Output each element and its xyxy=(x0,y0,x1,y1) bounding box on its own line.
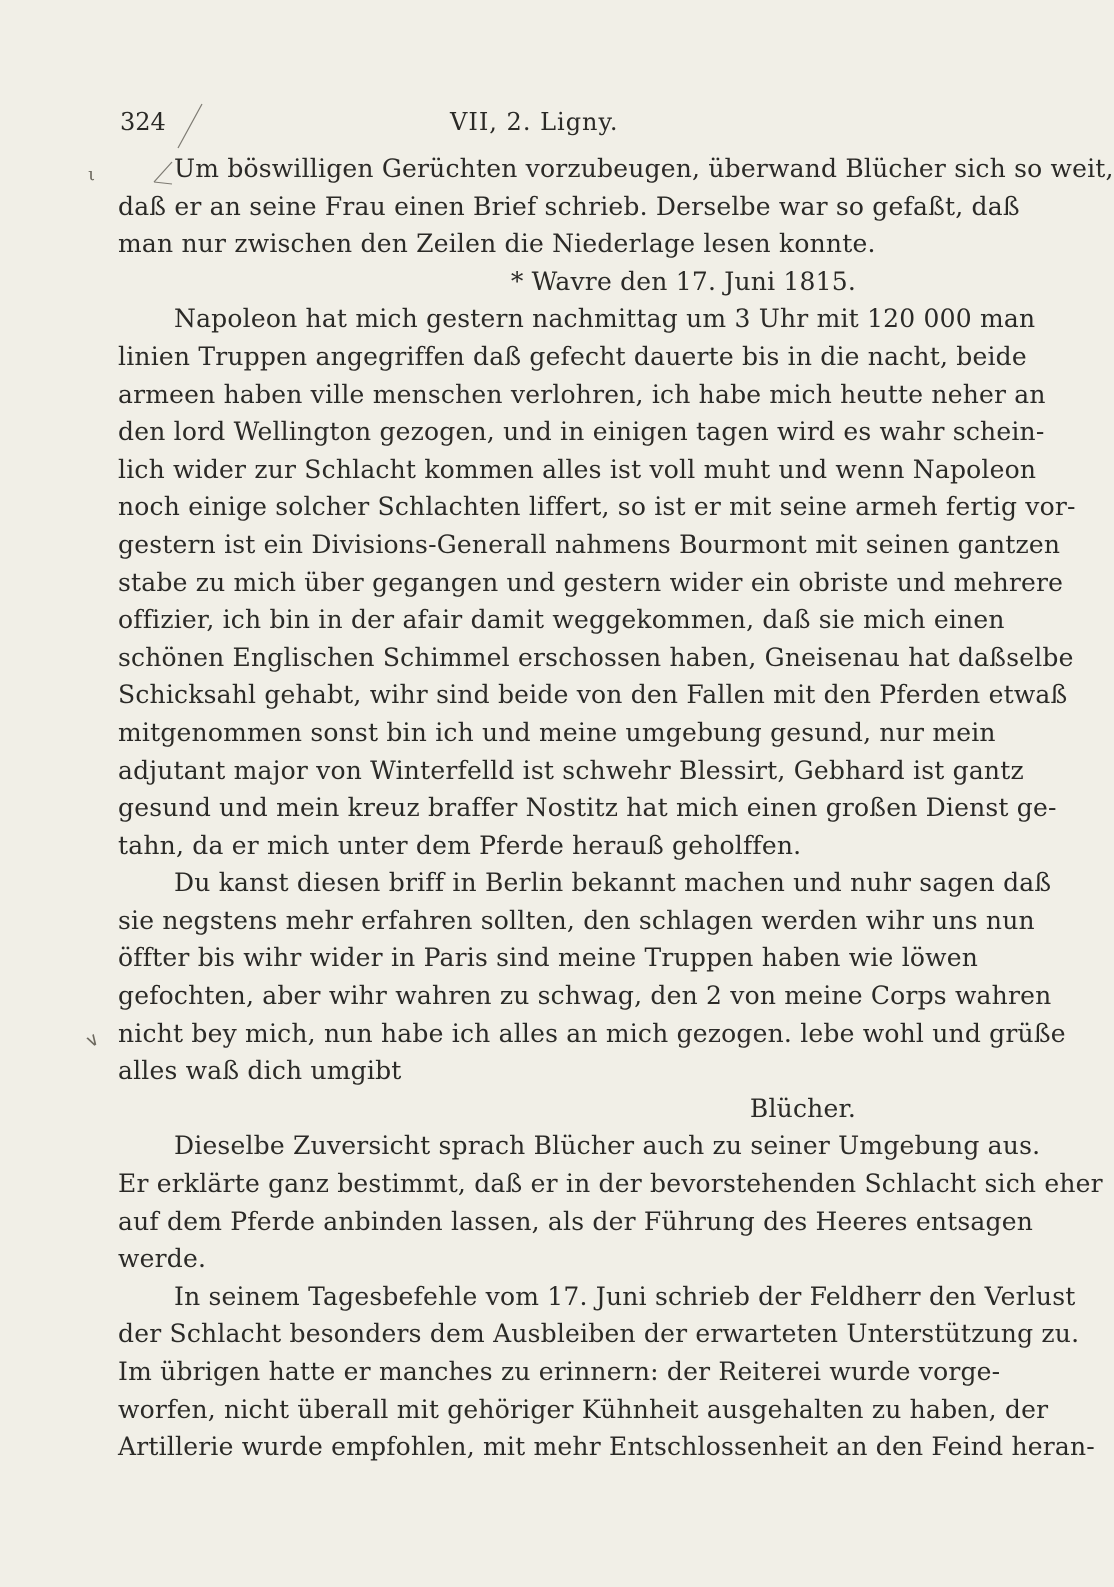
body-text xyxy=(118,150,1114,1466)
text-line: linien Truppen angegriffen daß gefecht dauerte bis in die nacht, beide xyxy=(118,341,1027,371)
letter-signature: Blücher. xyxy=(749,1093,856,1123)
text-line: adjutant major von Winterfelld ist schwehr Blessirt, Gebhard ist gantz xyxy=(118,755,1024,785)
page-number: 324 xyxy=(120,108,166,136)
text-line: sie negstens mehr erfahren sollten, den schlagen werden wihr uns nun xyxy=(118,905,1035,935)
text-line: Schicksahl gehabt, wihr sind beide von den Fallen mit den Pferden etwaß xyxy=(118,680,1068,710)
text-line: tahn, da er mich unter dem Pferde herauß geholffen. xyxy=(118,830,802,860)
text-line: In seinem Tagesbefehle vom 17. Juni schrieb der Feldherr den Verlust xyxy=(174,1281,1076,1311)
text-line: den lord Wellington gezogen, und in einigen tagen wird es wahr schein- xyxy=(118,417,1045,447)
text-line: mitgenommen sonst bin ich und meine umgebung gesund, nur mein xyxy=(118,717,996,747)
text-line: noch einige solcher Schlachten liffert, so ist er mit seine armeh fertig vor- xyxy=(118,492,1076,522)
text-line: lich wider zur Schlacht kommen alles ist voll muht und wenn Napoleon xyxy=(118,454,1037,484)
text-line: auf dem Pferde anbinden lassen, als der Führung des Heeres entsagen xyxy=(118,1206,1034,1236)
text-line: öffter bis wihr wider in Paris sind meine Truppen haben wie löwen xyxy=(118,943,979,973)
text-line: gestern ist ein Divisions-Generall nahmens Bourmont mit seinen gantzen xyxy=(118,529,1061,559)
text-line: Artillerie wurde empfohlen, mit mehr Entschlossenheit an den Feind heran- xyxy=(118,1432,1095,1462)
text-line: gefochten, aber wihr wahren zu schwag, den 2 von meine Corps wahren xyxy=(118,981,1052,1011)
text-line: schönen Englischen Schimmel erschossen haben, Gneisenau hat daßselbe xyxy=(118,642,1074,672)
text-line: werde. xyxy=(118,1244,207,1274)
text-line: man nur zwischen den Zeilen die Niederlage lesen konnte. xyxy=(118,229,876,259)
text-line: worfen, nicht überall mit gehöriger Kühnheit ausgehalten zu haben, der xyxy=(118,1394,1049,1424)
page-header xyxy=(120,108,920,144)
text-line: Im übrigen hatte er manches zu erinnern: der Reiterei wurde vorge- xyxy=(118,1357,1001,1386)
running-head: VII, 2. Ligny. xyxy=(450,108,619,136)
text-line: offizier, ich bin in der afair damit weggekommen, daß sie mich einen xyxy=(118,605,1005,635)
text-line: armeen haben ville menschen verlohren, ich habe mich heutte neher an xyxy=(118,379,1046,409)
text-line: Um böswilligen Gerüchten vorzubeugen, überwand Blücher sich so weit, xyxy=(174,154,1114,183)
text-line: daß er an seine Frau einen Brief schrieb. Derselbe war so gefaßt, daß xyxy=(118,191,1020,221)
text-line: Napoleon hat mich gestern nachmittag um 3 Uhr mit 120 000 man xyxy=(174,304,1036,334)
letter-dateline: * Wavre den 17. Juni 1815. xyxy=(510,266,856,296)
text-line: Dieselbe Zuversicht sprach Blücher auch zu seiner Umgebung aus. xyxy=(174,1131,1041,1161)
margin-pencil-mark: ι xyxy=(88,164,96,185)
margin-pencil-tick: ∨ xyxy=(81,1028,104,1053)
text-line: gesund und mein kreuz braffer Nostitz hat mich einen großen Dienst ge- xyxy=(118,793,1057,823)
text-line: alles waß dich umgibt xyxy=(118,1056,402,1086)
text-line: Du kanst diesen briff in Berlin bekannt machen und nuhr sagen daß xyxy=(174,868,1052,898)
text-line: Er erklärte ganz bestimmt, daß er in der bevorstehenden Schlacht sich eher xyxy=(118,1169,1103,1199)
text-line: nicht bey mich, nun habe ich alles an mich gezogen. lebe wohl und grüße xyxy=(118,1018,1066,1048)
text-line: stabe zu mich über gegangen und gestern wider ein obriste und mehrere xyxy=(118,567,1064,597)
text-line: der Schlacht besonders dem Ausbleiben der erwarteten Unterstützung zu. xyxy=(118,1319,1080,1349)
